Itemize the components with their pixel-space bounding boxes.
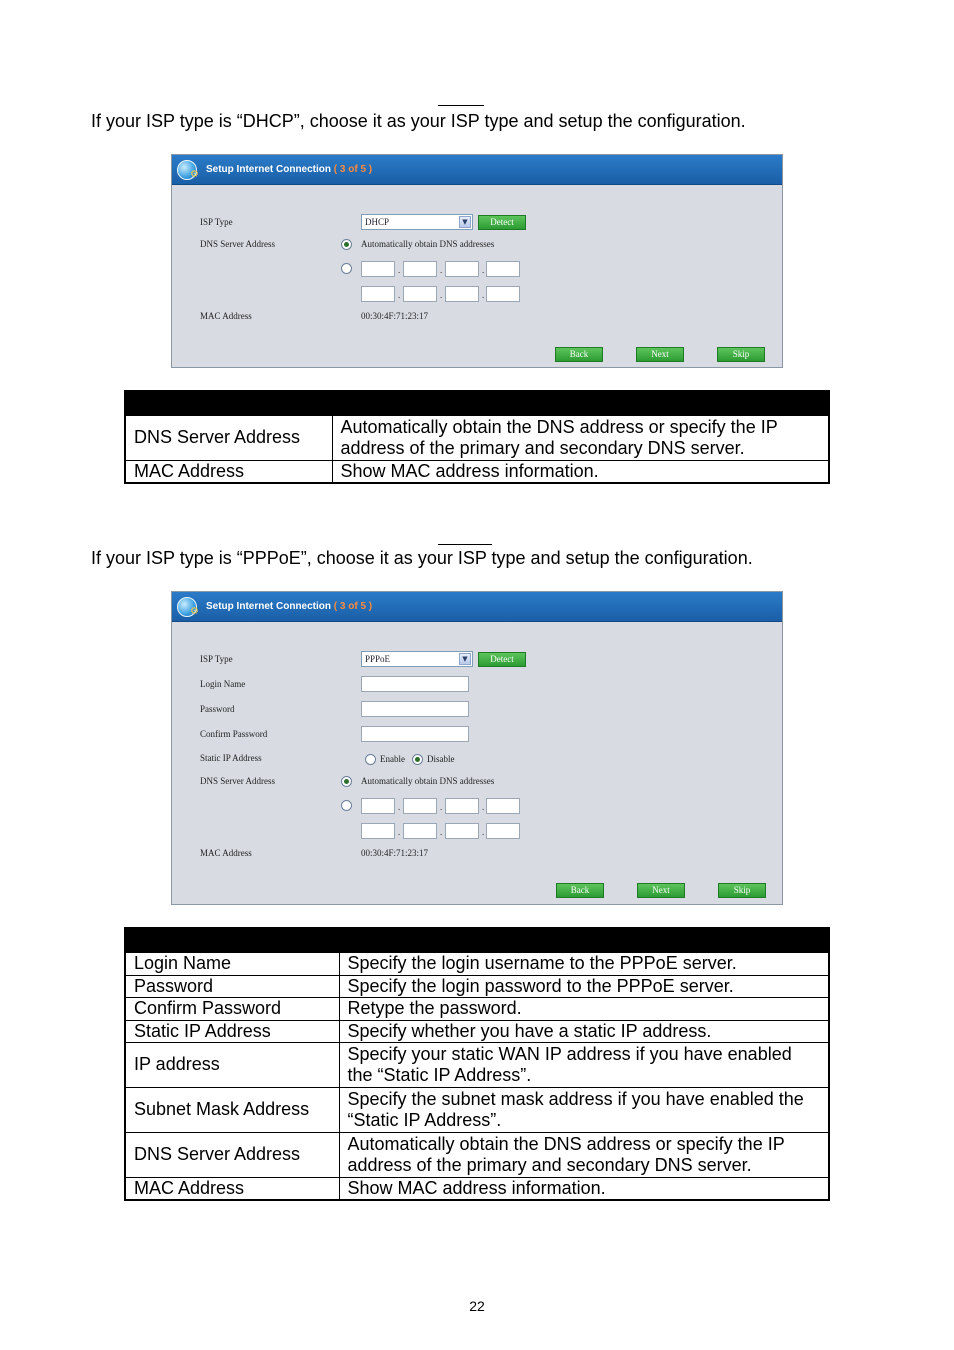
description-cell: Automatically obtain the DNS address or specify the IP address of the primary and secondary DNS server. [332, 415, 829, 460]
isp-type-value: DHCP [365, 217, 390, 227]
confirm-password-label: Confirm Password [200, 729, 268, 739]
field-cell: Static IP Address [125, 1020, 339, 1042]
primary-dns-octet-1[interactable] [361, 261, 395, 277]
table-row [125, 460, 829, 483]
table-row [125, 1087, 829, 1132]
table-row [125, 1132, 829, 1177]
primary-dns-octet-1[interactable] [361, 798, 395, 814]
primary-dns-octet-2[interactable] [403, 798, 437, 814]
ip-dot: . [482, 827, 485, 837]
gear-icon: ⚙ [190, 606, 199, 617]
description-cell: Show MAC address information. [339, 1177, 829, 1200]
secondary-dns-octet-3[interactable] [445, 823, 479, 839]
pppoe-description-table [124, 927, 830, 1201]
isp-type-label: ISP Type [200, 654, 233, 664]
mac-address-value: 00:30:4F:71:23:17 [361, 848, 429, 858]
setup-title-text: Setup Internet Connection [206, 601, 331, 612]
dhcp-description-table [124, 390, 830, 484]
secondary-dns-octet-4[interactable] [486, 286, 520, 302]
underline-mark [438, 105, 484, 106]
back-button[interactable]: Back [556, 883, 604, 898]
table-row [125, 1020, 829, 1042]
secondary-dns-octet-3[interactable] [445, 286, 479, 302]
setup-title-text: Setup Internet Connection [206, 164, 331, 175]
ip-dot: . [398, 802, 401, 812]
mac-address-label: MAC Address [200, 848, 252, 858]
dns-manual-radio[interactable] [341, 263, 352, 274]
table-row [125, 415, 829, 460]
dns-auto-label: Automatically obtain DNS addresses [361, 776, 495, 786]
pppoe-setup-screenshot [171, 591, 783, 905]
header-cell [125, 391, 332, 415]
description-cell: Specify the login password to the PPPoE server. [339, 975, 829, 997]
table-header-row [125, 391, 829, 415]
page-number: 22 [469, 1298, 485, 1314]
description-cell: Show MAC address information. [332, 460, 829, 483]
description-cell: Specify the subnet mask address if you have enabled the “Static IP Address”. [339, 1087, 829, 1132]
primary-dns-octet-4[interactable] [486, 798, 520, 814]
setup-title [206, 601, 372, 612]
dns-manual-radio[interactable] [341, 800, 352, 811]
password-label: Password [200, 704, 235, 714]
ip-dot: . [398, 827, 401, 837]
detect-button[interactable]: Detect [478, 215, 526, 230]
field-cell: Confirm Password [125, 997, 339, 1020]
ip-dot: . [482, 802, 485, 812]
ip-dot: . [482, 290, 485, 300]
mac-address-value: 00:30:4F:71:23:17 [361, 311, 429, 321]
table-header-row [125, 928, 829, 952]
setup-header [172, 155, 782, 185]
table-row [125, 1042, 829, 1087]
header-cell [125, 928, 339, 952]
password-input[interactable] [361, 701, 469, 717]
field-cell: Login Name [125, 952, 339, 975]
login-name-input[interactable] [361, 676, 469, 692]
dns-auto-radio[interactable] [341, 776, 352, 787]
description-cell: Automatically obtain the DNS address or specify the IP address of the primary and secondary DNS server. [339, 1132, 829, 1177]
table-row [125, 997, 829, 1020]
login-name-label: Login Name [200, 679, 246, 689]
gear-icon: ⚙ [190, 169, 199, 180]
field-cell: IP address [125, 1042, 339, 1087]
dhcp-setup-screenshot [171, 154, 783, 368]
setup-step: ( 3 of 5 ) [333, 164, 373, 175]
ip-dot: . [398, 265, 401, 275]
next-button[interactable]: Next [636, 347, 684, 362]
secondary-dns-octet-4[interactable] [486, 823, 520, 839]
confirm-password-input[interactable] [361, 726, 469, 742]
enable-label: Enable [380, 754, 405, 764]
field-cell: DNS Server Address [125, 1132, 339, 1177]
detect-button[interactable]: Detect [478, 652, 526, 667]
back-button[interactable]: Back [555, 347, 603, 362]
header-cell [332, 391, 829, 415]
secondary-dns-octet-1[interactable] [361, 823, 395, 839]
dns-server-label: DNS Server Address [200, 239, 275, 249]
primary-dns-octet-2[interactable] [403, 261, 437, 277]
field-cell: MAC Address [125, 460, 332, 483]
secondary-dns-octet-2[interactable] [403, 823, 437, 839]
isp-type-label: ISP Type [200, 217, 233, 227]
description-cell: Specify whether you have a static IP address. [339, 1020, 829, 1042]
ip-dot: . [440, 827, 443, 837]
primary-dns-octet-3[interactable] [445, 261, 479, 277]
ip-dot: . [440, 802, 443, 812]
setup-step: ( 3 of 5 ) [333, 601, 373, 612]
ip-dot: . [440, 290, 443, 300]
setup-title [206, 164, 372, 175]
chevron-down-icon: ▼ [459, 216, 471, 228]
disable-label: Disable [427, 754, 455, 764]
ip-dot: . [482, 265, 485, 275]
primary-dns-octet-3[interactable] [445, 798, 479, 814]
ip-dot: . [440, 265, 443, 275]
field-cell: MAC Address [125, 1177, 339, 1200]
skip-button[interactable]: Skip [718, 883, 766, 898]
description-cell: Retype the password. [339, 997, 829, 1020]
mac-address-label: MAC Address [200, 311, 252, 321]
chevron-down-icon: ▼ [459, 653, 471, 665]
next-button[interactable]: Next [637, 883, 685, 898]
isp-type-select[interactable] [361, 651, 473, 667]
dns-auto-label: Automatically obtain DNS addresses [361, 239, 495, 249]
ip-dot: . [398, 290, 401, 300]
skip-button[interactable]: Skip [717, 347, 765, 362]
table-row [125, 952, 829, 975]
pppoe-intro-text: If your ISP type is “PPPoE”, choose it as your ISP type and setup the configuration. [91, 548, 753, 568]
description-cell: Specify the login username to the PPPoE server. [339, 952, 829, 975]
static-ip-enable-radio[interactable] [365, 754, 376, 765]
static-ip-disable-radio[interactable] [412, 754, 423, 765]
secondary-dns-octet-2[interactable] [403, 286, 437, 302]
field-cell: Subnet Mask Address [125, 1087, 339, 1132]
field-cell: Password [125, 975, 339, 997]
underline-mark [438, 544, 492, 545]
table-row [125, 975, 829, 997]
static-ip-label: Static IP Address [200, 753, 262, 763]
secondary-dns-octet-1[interactable] [361, 286, 395, 302]
dhcp-intro-text: If your ISP type is “DHCP”, choose it as your ISP type and setup the configuration. [91, 111, 746, 131]
isp-type-value: PPPoE [365, 654, 391, 664]
isp-type-select[interactable] [361, 214, 473, 230]
description-cell: Specify your static WAN IP address if you have enabled the “Static IP Address”. [339, 1042, 829, 1087]
header-cell [339, 928, 829, 952]
field-cell: DNS Server Address [125, 415, 332, 460]
setup-header [172, 592, 782, 622]
dns-auto-radio[interactable] [341, 239, 352, 250]
primary-dns-octet-4[interactable] [486, 261, 520, 277]
dns-server-label: DNS Server Address [200, 776, 275, 786]
table-row [125, 1177, 829, 1200]
